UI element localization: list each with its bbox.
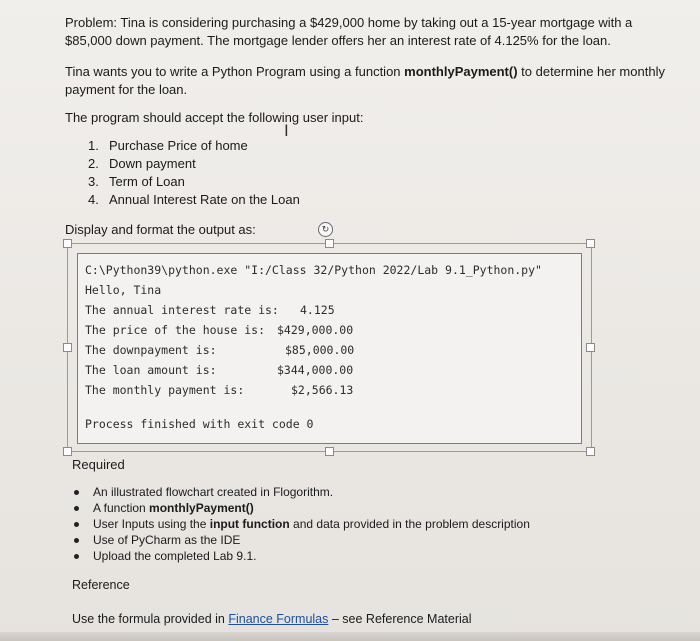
console-interest-value: 4.125 [300,303,335,317]
list-item: 1. Purchase Price of home [88,138,248,153]
list-item: 3. Term of Loan [88,174,185,189]
problem-intro-text: Problem: Tina is considering purchasing a $429,000 home by taking out a 15-year mortgage with a $85,000 down payment. The mortgage lender offers her an interest rate of 4.125% for the loan. [65,15,633,48]
task-suffix: to determine her monthly payment for the loan. [65,64,665,97]
problem-intro [65,14,665,50]
console-down-label: The downpayment is: [85,343,217,357]
console-interest-label: The annual interest rate is: [85,303,279,317]
list-item: Use of PyCharm as the IDE [72,532,530,548]
input-prompt-text: The program should accept the following user input: [65,110,364,125]
task-prefix: Tina wants you to write a Python Program using a function [65,64,405,79]
console-exit-message: Process finished with exit code 0 [85,417,314,431]
problem-task [65,63,665,99]
display-instruction: Display and format the output as: [65,222,256,237]
user-input-list [88,137,300,209]
task-function-name: monthlyPayment() [404,64,518,79]
console-greeting: Hello, Tina [85,283,162,297]
required-list [72,484,530,564]
required-heading: Required [72,457,125,472]
list-item: User Inputs using the input function and data provided in the problem description [72,516,530,532]
console-loan-label: The loan amount is: [85,363,217,377]
reference-heading: Reference [72,578,130,592]
bullet-icon [74,522,79,527]
text-cursor-icon: I [284,121,289,140]
resize-handle-left[interactable] [63,343,72,352]
reference-text: Use the formula provided in Finance Formulas – see Reference Material [72,612,472,626]
resize-handle-bottom-left[interactable] [63,447,72,456]
console-command: C:\Python39\python.exe "I:/Class 32/Python 2022/Lab 9.1_Python.py" [85,263,542,277]
console-loan-value: $344,000.00 [277,363,354,377]
bullet-icon [74,554,79,559]
console-down-value: $85,000.00 [285,343,355,357]
resize-handle-top-left[interactable] [63,239,72,248]
console-output-image [77,253,582,444]
list-item: 2. Down payment [88,156,196,171]
list-item: An illustrated flowchart created in Flogorithm. [72,484,530,500]
finance-formulas-link[interactable]: Finance Formulas [228,612,329,626]
bullet-icon [74,490,79,495]
resize-handle-top[interactable] [325,239,334,248]
console-price-label: The price of the house is: [85,323,266,337]
list-item: A function monthlyPayment() [72,500,530,516]
console-price-value: $429,000.00 [277,323,354,337]
resize-handle-bottom[interactable] [325,447,334,456]
resize-handle-right[interactable] [586,343,595,352]
bullet-icon [74,506,79,511]
input-prompt [65,109,665,127]
bullet-icon [74,538,79,543]
page-edge [0,632,700,641]
resize-handle-bottom-right[interactable] [586,447,595,456]
console-monthly-label: The monthly payment is: [85,383,245,397]
list-item: 4. Annual Interest Rate on the Loan [88,192,300,207]
console-monthly-value: $2,566.13 [291,383,354,397]
rotate-handle-icon[interactable]: ↻ [318,222,333,237]
resize-handle-top-right[interactable] [586,239,595,248]
list-item: Upload the completed Lab 9.1. [72,548,530,564]
